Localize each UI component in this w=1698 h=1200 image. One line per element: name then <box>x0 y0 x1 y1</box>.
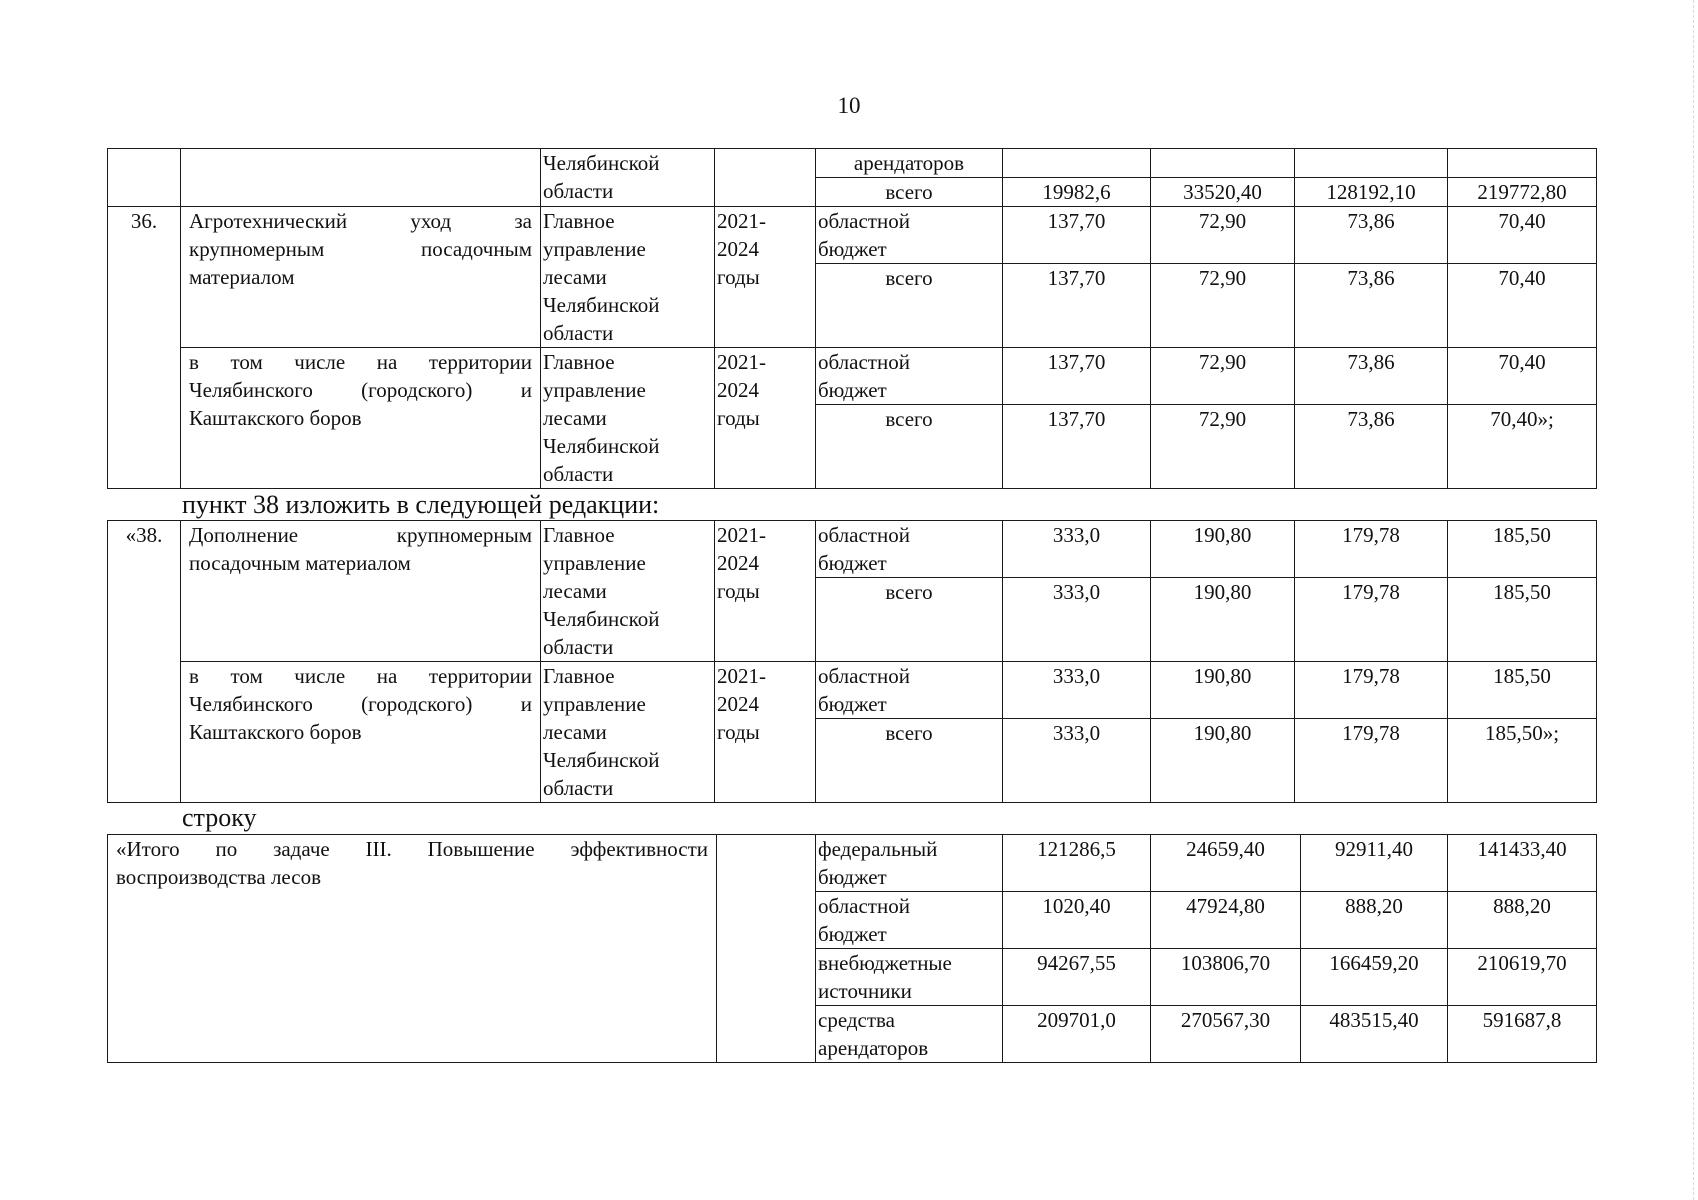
table-row <box>108 662 1597 719</box>
value-cell: 73,86 <box>1295 264 1448 348</box>
table-row <box>108 207 1597 264</box>
period-cell: 2021- 2024 годы <box>715 662 816 803</box>
value-cell: 209701,0 <box>1003 1006 1151 1063</box>
value-cell: 128192,10 <box>1295 178 1448 207</box>
value-cell: 179,78 <box>1295 521 1448 578</box>
value-cell: 24659,40 <box>1151 835 1301 892</box>
paragraph-text: строку <box>182 803 257 832</box>
value-cell: 92911,40 <box>1301 835 1448 892</box>
value-cell: 19982,6 <box>1003 178 1151 207</box>
department-cell: Главное управление лесами Челябинской области <box>541 521 715 662</box>
value-cell: 47924,80 <box>1151 892 1301 949</box>
value-cell: 179,78 <box>1295 719 1448 803</box>
value-cell: 190,80 <box>1151 578 1295 662</box>
value-cell: 73,86 <box>1295 348 1448 405</box>
value-cell: 333,0 <box>1003 521 1151 578</box>
value-cell: 270567,30 <box>1151 1006 1301 1063</box>
value-cell: 137,70 <box>1003 348 1151 405</box>
value-cell: 72,90 <box>1151 348 1295 405</box>
value-cell: 591687,8 <box>1448 1006 1597 1063</box>
value-cell: 219772,80 <box>1448 178 1597 207</box>
value-cell: 70,40»; <box>1448 405 1597 489</box>
funding-source-cell: областной бюджет <box>816 521 1003 578</box>
item-title: Дополнение крупномерным посадочным материалом <box>181 521 541 662</box>
value-cell: 333,0 <box>1003 578 1151 662</box>
value-cell: 185,50 <box>1448 521 1597 578</box>
funding-source-cell: федеральный бюджет <box>816 835 1003 892</box>
table-row <box>108 348 1597 405</box>
value-cell: 888,20 <box>1448 892 1597 949</box>
table-row <box>108 835 1597 892</box>
funding-source-cell: всего <box>816 264 1003 348</box>
period-cell: 2021- 2024 годы <box>715 207 816 348</box>
value-cell: 141433,40 <box>1448 835 1597 892</box>
table-row <box>108 521 1597 578</box>
funding-source-cell: всего <box>816 719 1003 803</box>
table-total-task-3 <box>107 834 1597 1063</box>
scan-edge <box>1692 0 1694 1200</box>
period-cell: 2021- 2024 годы <box>715 521 816 662</box>
table-row <box>108 149 1597 178</box>
value-cell: 137,70 <box>1003 207 1151 264</box>
value-cell: 333,0 <box>1003 662 1151 719</box>
value-cell: 103806,70 <box>1151 949 1301 1006</box>
total-title: «Итого по задаче III. Повышение эффективности воспроизводства лесов <box>108 835 717 1063</box>
value-cell: 70,40 <box>1448 348 1597 405</box>
value-cell: 70,40 <box>1448 207 1597 264</box>
funding-source-cell: областной бюджет <box>816 207 1003 264</box>
funding-source-cell: средства арендаторов <box>816 1006 1003 1063</box>
value-cell: 185,50 <box>1448 578 1597 662</box>
value-cell: 137,70 <box>1003 264 1151 348</box>
value-cell: 1020,40 <box>1003 892 1151 949</box>
paragraph-text: пункт 38 изложить в следующей редакции: <box>182 490 660 519</box>
department-cell: Челябинской области <box>541 149 715 207</box>
table-item-38 <box>107 520 1597 803</box>
value-cell: 73,86 <box>1295 207 1448 264</box>
funding-source-cell: всего <box>816 405 1003 489</box>
value-cell: 333,0 <box>1003 719 1151 803</box>
item-title: Агротехнический уход за крупномерным посадочным материалом <box>181 207 541 348</box>
value-cell: 888,20 <box>1301 892 1448 949</box>
funding-source-cell: областной бюджет <box>816 892 1003 949</box>
period-cell: 2021- 2024 годы <box>715 348 816 489</box>
value-cell: 94267,55 <box>1003 949 1151 1006</box>
funding-source-cell: всего <box>816 578 1003 662</box>
value-cell: 179,78 <box>1295 662 1448 719</box>
value-cell: 137,70 <box>1003 405 1151 489</box>
department-cell: Главное управление лесами Челябинской области <box>541 662 715 803</box>
page-number: 10 <box>837 93 861 118</box>
department-cell: Главное управление лесами Челябинской области <box>541 348 715 489</box>
funding-source-cell: арендаторов <box>816 149 1003 178</box>
value-cell: 483515,40 <box>1301 1006 1448 1063</box>
value-cell: 70,40 <box>1448 264 1597 348</box>
funding-source-cell: внебюджетные источники <box>816 949 1003 1006</box>
item-title: в том числе на территории Челябинского (городского) и Каштакского боров <box>181 662 541 803</box>
value-cell: 72,90 <box>1151 264 1295 348</box>
value-cell: 33520,40 <box>1151 178 1295 207</box>
value-cell: 179,78 <box>1295 578 1448 662</box>
value-cell: 72,90 <box>1151 207 1295 264</box>
funding-source-cell: областной бюджет <box>816 662 1003 719</box>
value-cell: 185,50»; <box>1448 719 1597 803</box>
funding-source-cell: областной бюджет <box>816 348 1003 405</box>
value-cell: 190,80 <box>1151 521 1295 578</box>
value-cell: 185,50 <box>1448 662 1597 719</box>
value-cell: 73,86 <box>1295 405 1448 489</box>
value-cell: 190,80 <box>1151 719 1295 803</box>
item-number: «38. <box>108 521 181 803</box>
value-cell: 72,90 <box>1151 405 1295 489</box>
value-cell: 121286,5 <box>1003 835 1151 892</box>
value-cell: 190,80 <box>1151 662 1295 719</box>
value-cell: 210619,70 <box>1448 949 1597 1006</box>
item-title: в том числе на территории Челябинского (городского) и Каштакского боров <box>181 348 541 489</box>
table-items-36 <box>107 148 1597 489</box>
item-number: 36. <box>108 207 181 489</box>
funding-source-cell: всего <box>816 178 1003 207</box>
department-cell: Главное управление лесами Челябинской области <box>541 207 715 348</box>
value-cell: 166459,20 <box>1301 949 1448 1006</box>
